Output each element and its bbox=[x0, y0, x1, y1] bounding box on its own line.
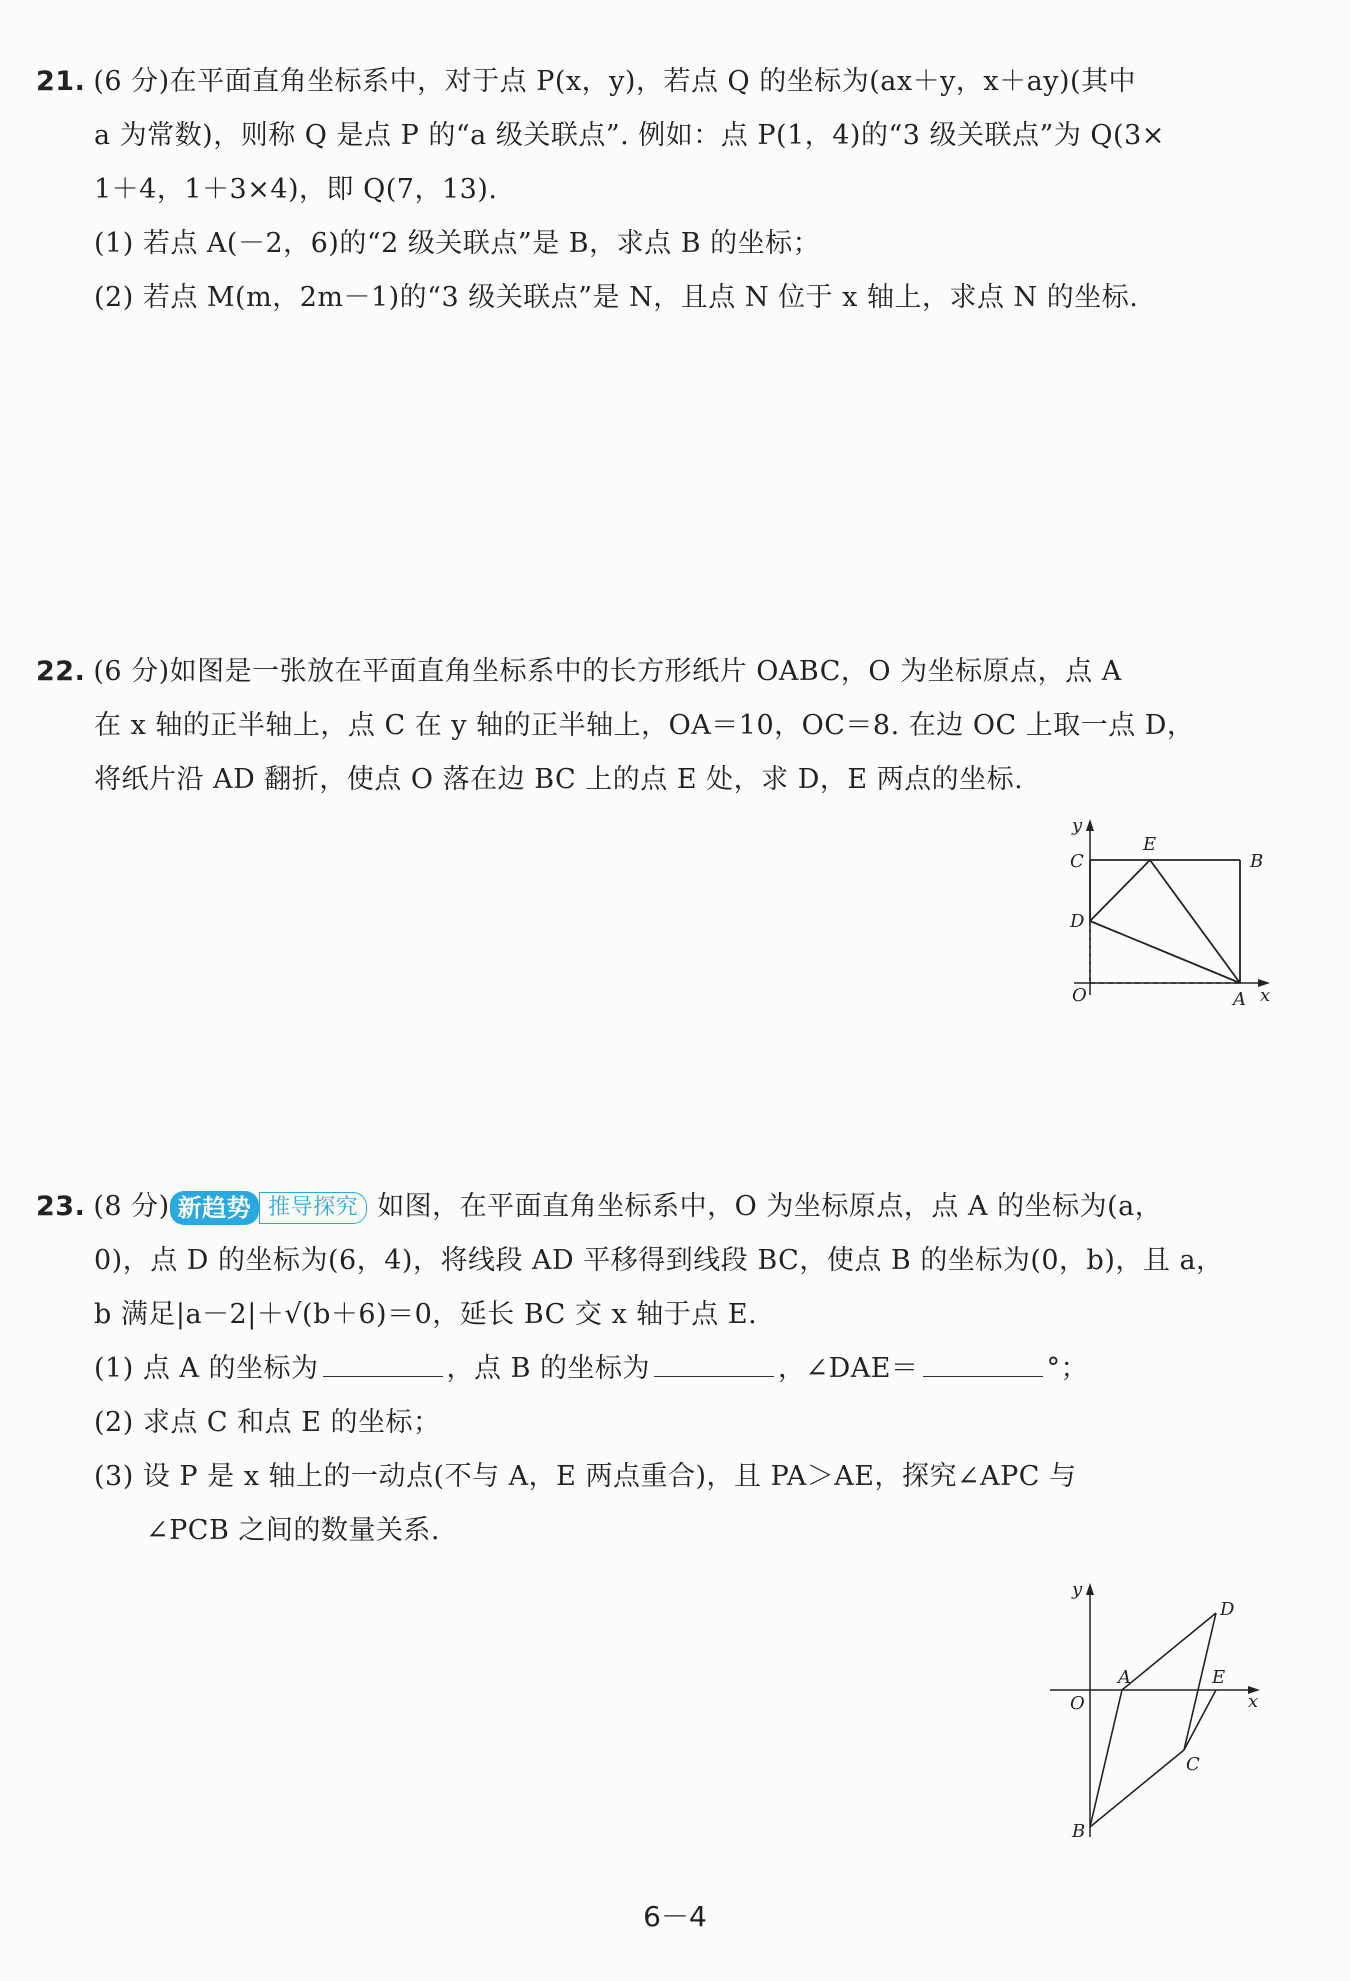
answer-blank-B[interactable] bbox=[654, 1346, 774, 1377]
y-axis-arrow bbox=[1086, 819, 1094, 831]
question-23 bbox=[36, 1180, 1276, 1558]
label-A: A bbox=[1118, 1667, 1131, 1688]
q23-figure bbox=[1040, 1575, 1270, 1845]
q22-line-2: 在 x 轴的正半轴上，点 C 在 y 轴的正半轴上，OA＝10，OC＝8. 在边 OC 上取一点 D， bbox=[94, 710, 1195, 741]
q23-number: 23. bbox=[36, 1191, 86, 1222]
label-B: B bbox=[1250, 851, 1264, 872]
label-D: D bbox=[1220, 1599, 1235, 1620]
answer-blank-A[interactable] bbox=[323, 1346, 443, 1377]
label-x: x bbox=[1260, 985, 1271, 1006]
q21-line-3: 1＋4，1＋3×4)，即 Q(7，13). bbox=[94, 174, 498, 205]
page-number: 6－4 bbox=[643, 1900, 707, 1933]
q23-line-2: 0)，点 D 的坐标为(6，4)，将线段 AD 平移得到线段 BC，使点 B 的坐标为(0，b)，且 a， bbox=[94, 1245, 1224, 1276]
label-O: O bbox=[1072, 985, 1087, 1006]
label-E: E bbox=[1212, 1667, 1226, 1688]
tag-derivation: 推导探究 bbox=[259, 1192, 367, 1224]
q21-line-2: a 为常数)，则称 Q 是点 P 的“a 级关联点”. 例如：点 P(1，4)的“3 级关联点”为 Q(3× bbox=[94, 120, 1165, 151]
q22-figure bbox=[1050, 815, 1280, 1015]
q23-part-1: (1) 点 A 的坐标为 ，点 B 的坐标为 ，∠DAE＝ °； bbox=[36, 1342, 1276, 1396]
q23-part-3-line-1: (3) 设 P 是 x 轴上的一动点(不与 A，E 两点重合)，且 PA＞AE，探究∠APC 与 bbox=[94, 1461, 1077, 1492]
label-A: A bbox=[1233, 989, 1246, 1010]
question-22 bbox=[36, 645, 1276, 807]
label-E: E bbox=[1143, 834, 1157, 855]
label-x: x bbox=[1248, 1691, 1259, 1712]
label-O: O bbox=[1070, 1693, 1085, 1714]
question-21 bbox=[36, 55, 1276, 325]
label-D: D bbox=[1070, 911, 1085, 932]
q21-part-2: (2) 若点 M(m，2m－1)的“3 级关联点”是 N，且点 N 位于 x 轴上，求点 N 的坐标. bbox=[94, 282, 1139, 313]
answer-blank-angle[interactable] bbox=[923, 1346, 1043, 1377]
segment-BC bbox=[1090, 1750, 1184, 1827]
q22-number: 22. bbox=[36, 656, 86, 687]
q21-number: 21. bbox=[36, 66, 86, 97]
segment-BA bbox=[1090, 1690, 1122, 1827]
q21-part-1: (1) 若点 A(－2，6)的“2 级关联点”是 B，求点 B 的坐标； bbox=[94, 228, 821, 259]
label-C: C bbox=[1186, 1754, 1200, 1775]
segment-AD bbox=[1122, 1613, 1216, 1690]
label-C: C bbox=[1070, 851, 1084, 872]
q21-line-1: 21. (6 分)在平面直角坐标系中，对于点 P(x，y)，若点 Q 的坐标为(ax＋y，x＋ay)(其中 bbox=[36, 66, 1137, 97]
label-y: y bbox=[1072, 815, 1083, 836]
label-B: B bbox=[1072, 1821, 1086, 1842]
segment-DE bbox=[1090, 860, 1150, 921]
tag-new-trend: 新趋势 bbox=[170, 1191, 260, 1225]
label-y: y bbox=[1072, 1579, 1083, 1600]
q22-line-1: 22. (6 分)如图是一张放在平面直角坐标系中的长方形纸片 OABC，O 为坐标原点，点 A bbox=[36, 656, 1122, 687]
q23-line-3: b 满足|a－2|＋√(b＋6)＝0，延长 BC 交 x 轴于点 E. bbox=[94, 1299, 758, 1330]
q23-part-3-line-2: ∠PCB 之间的数量关系. bbox=[146, 1515, 440, 1546]
segment-CE bbox=[1184, 1690, 1216, 1750]
q23-line-1: 23. (8 分) 新趋势 推导探究 如图，在平面直角坐标系中，O 为坐标原点，点 A 的坐标为(a， bbox=[36, 1180, 1276, 1234]
q22-line-3: 将纸片沿 AD 翻折，使点 O 落在边 BC 上的点 E 处，求 D，E 两点的坐标. bbox=[94, 764, 1024, 795]
q23-part-2: (2) 求点 C 和点 E 的坐标； bbox=[94, 1407, 441, 1438]
y-axis-arrow bbox=[1086, 1583, 1094, 1595]
